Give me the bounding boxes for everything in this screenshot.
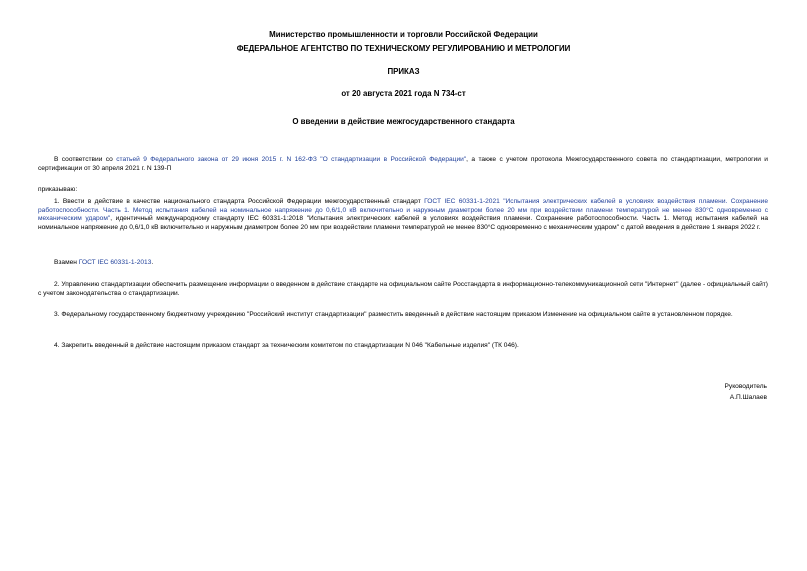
intro-text-pre: В соответствии со xyxy=(54,156,117,163)
item-3-text: 3. Федеральному государственному бюджетному учреждению "Российский институт стандартизации" разместить введенный в действие настоящим приказом Изменение на официальном сайте в установленном порядке. xyxy=(54,311,733,318)
replace-text-post: . xyxy=(151,259,154,266)
standard-link[interactable]: ГОСТ IEC 60331-1-2021 "Испытания электрических кабелей в условиях воздействия пламени. Сохранение работоспособности. Часть 1. Метод испытания кабелей на номинальное напряжение до 0,6/1,0 кВ включительно и наружным диаметром более 20 мм при воздействии пламени температурой не менее 830°С одновременно с механическим ударом" xyxy=(38,198,768,223)
ministry-heading: Министерство промышленности и торговли Российской Федерации xyxy=(269,30,538,39)
date-number: от 20 августа 2021 года N 734-ст xyxy=(341,89,466,98)
old-standard-link[interactable]: ГОСТ IEC 60331-1-2013 xyxy=(78,259,152,266)
law-link[interactable]: статьей 9 Федерального закона от 29 июня 2015 г. N 162-ФЗ "О стандартизации в Российской Федерации" xyxy=(116,156,467,163)
signature-name: А.П.Шалаев xyxy=(729,394,767,401)
item-2-paragraph xyxy=(38,281,768,298)
agency-heading: ФЕДЕРАЛЬНОЕ АГЕНТСТВО ПО ТЕХНИЧЕСКОМУ РЕГУЛИРОВАНИЮ И МЕТРОЛОГИИ xyxy=(236,44,571,53)
intro-paragraph xyxy=(38,156,768,173)
order-word: приказываю: xyxy=(38,186,78,193)
item-1-text-post: , идентичный международному стандарту IEC 60331-1:2018 "Испытания электрических кабелей в условиях воздействия пламени. Сохранение работоспособности. Часть 1. Метод испытания кабелей на номинальное напряжение до 0,6/1,0 кВ включительно и наружным диаметром более 20 мм при воздействии пламени температурой не менее 830°С одновременно с механическим ударом" с датой введения в действие 1 января 2022 г. xyxy=(38,215,769,231)
item-2-text: 2. Управлению стандартизации обеспечить размещение информации о введенном в действие стандарте на официальном сайте Росстандарта в информационно-телекоммуникационной сети "Интернет" (далее - официальный сайт) с учетом законодательства о стандартизации. xyxy=(38,281,768,297)
item-4-text: 4. Закрепить введенный в действие настоящим приказом стандарт за техническим комитетом по стандартизации N 046 "Кабельные изделия" (ТК 046). xyxy=(54,342,519,349)
item-4-paragraph xyxy=(38,342,768,351)
doc-type-heading: ПРИКАЗ xyxy=(387,67,420,76)
item-3-paragraph xyxy=(38,311,768,320)
signature-role: Руководитель xyxy=(724,383,767,390)
intro-text-post: , а также с учетом протокола Межгосударственного совета по стандартизации, метрологии и сертификации от 30 апреля 2021 г. N 139-П xyxy=(38,156,768,172)
item-1-text-pre: 1. Ввести в действие в качестве национального стандарта Российской Федерации межгосударственный стандарт xyxy=(54,198,425,205)
page-title: О введении в действие межгосударственного стандарта xyxy=(292,117,515,126)
replace-text-pre: Взамен xyxy=(54,259,79,266)
replace-paragraph xyxy=(38,259,768,268)
item-1-paragraph xyxy=(38,198,768,232)
